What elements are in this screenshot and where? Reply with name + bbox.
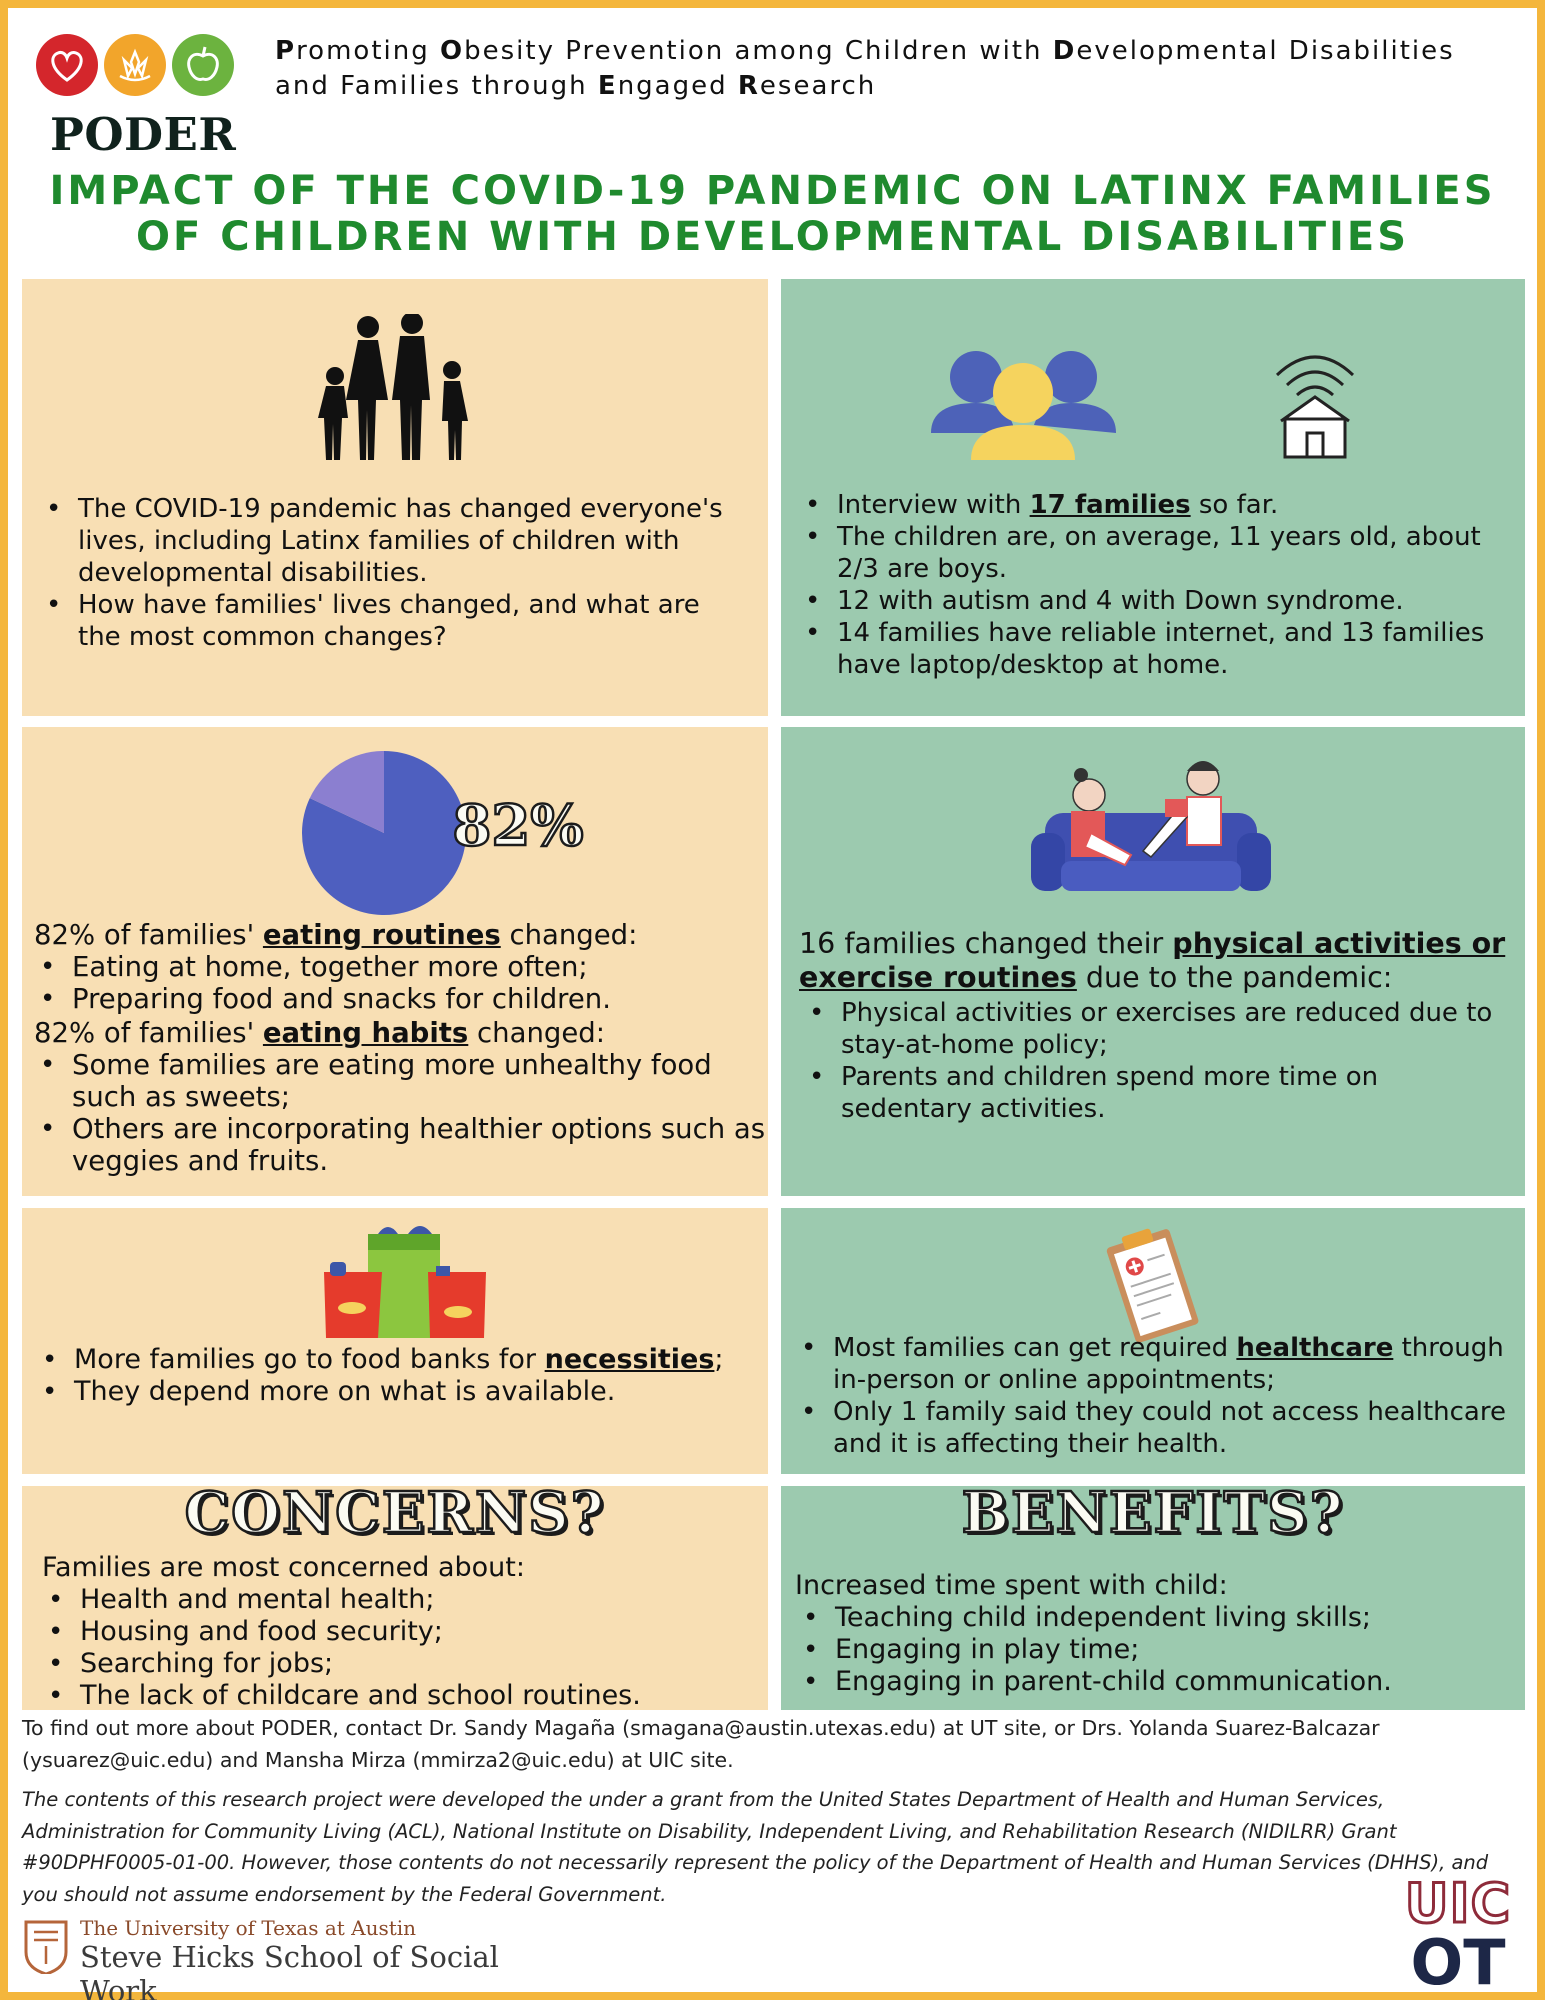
list-item: • The children are, on average, 11 years old, about 2/3 are boys.	[799, 521, 1511, 585]
healthcare-panel	[781, 1208, 1525, 1474]
concerns-intro: Families are most concerned about:	[42, 1552, 525, 1583]
ut-austin-logo	[24, 1916, 584, 2000]
tagline-line-2: and Families through Engaged Research	[275, 71, 877, 101]
healthcare-bullets	[795, 1332, 1515, 1460]
list-item: • Health and mental health;	[42, 1584, 762, 1616]
list-item: • Eating at home, together more often;	[34, 951, 764, 983]
activity-panel	[781, 727, 1525, 1196]
couch-reading-icon	[1031, 753, 1271, 913]
food-bank-panel	[22, 1208, 768, 1474]
ut-school-name: Steve Hicks School of Social Work	[80, 1940, 499, 2000]
concerns-heading: CONCERNS?	[184, 1480, 606, 1546]
family-silhouette-icon	[310, 314, 480, 464]
eating-routines-heading: 82% of families' eating routines changed:	[34, 919, 638, 951]
list-item: • Housing and food security;	[42, 1616, 762, 1648]
intro-bullets	[40, 493, 740, 653]
uic-wordmark: UIC	[1404, 1872, 1512, 1935]
food-bank-bullets	[36, 1344, 766, 1408]
list-item: • 12 with autism and 4 with Down syndrome.	[799, 585, 1511, 617]
grocery-bags-icon	[320, 1220, 490, 1342]
list-item: • Others are incorporating healthier options such as veggies and fruits.	[34, 1113, 769, 1177]
eating-habits-list	[34, 1049, 769, 1177]
list-item: • Some families are eating more unhealthy food such as sweets;	[34, 1049, 769, 1113]
benefits-intro: Increased time spent with child:	[795, 1570, 1228, 1601]
eating-habits-heading: 82% of families' eating habits changed:	[34, 1017, 605, 1049]
benefits-list	[797, 1602, 1517, 1698]
list-item: • More families go to food banks for necessities;	[36, 1344, 766, 1376]
lotus-icon	[104, 34, 166, 96]
pie-percentage-label: 82%	[452, 793, 584, 859]
list-item: • Preparing food and snacks for children.	[34, 983, 764, 1015]
list-item: • 14 families have reliable internet, and 13 families have laptop/desktop at home.	[799, 617, 1511, 681]
page-title: IMPACT OF THE COVID-19 PANDEMIC ON LATINX FAMILIES OF CHILDREN WITH DEVELOPMENTAL DISABILITIES	[49, 168, 1496, 260]
benefits-heading: BENEFITS?	[961, 1480, 1345, 1546]
list-item: • They depend more on what is available.	[36, 1376, 766, 1408]
activity-bullets	[803, 997, 1503, 1125]
pie-chart	[302, 741, 602, 921]
list-item: • Engaging in play time;	[797, 1634, 1517, 1666]
list-item: • How have families' lives changed, and what are the most common changes?	[40, 589, 740, 653]
heart-icon	[36, 34, 98, 96]
list-item: • Teaching child independent living skills;	[797, 1602, 1517, 1634]
concerns-list	[42, 1584, 762, 1712]
list-item: • Engaging in parent-child communication.	[797, 1666, 1517, 1698]
list-item: • Only 1 family said they could not access healthcare and it is affecting their health.	[795, 1396, 1515, 1460]
activity-heading: 16 families changed their physical activities or exercise routines due to the pandemic:	[799, 927, 1506, 994]
eating-panel	[22, 727, 768, 1196]
tagline	[275, 34, 1505, 104]
participants-panel	[781, 279, 1525, 716]
group-people-icon	[931, 345, 1116, 460]
logo-wordmark: PODER	[50, 108, 237, 161]
funding-disclaimer: The contents of this research project were developed the under a grant from the United States Department of Health and Human Services, Administration for Community Living (ACL), National Institute on Disability, Independent Living, and Rehabilitation Research (NIDILRR) Grant #90DPHF0005-01-00. However, those contents do not necessarily represent the policy of the Department of Health and Human Services (DHHS), and you should not assume endorsement by the Federal Government.	[22, 1788, 1489, 1906]
list-item: • Parents and children spend more time on sedentary activities.	[803, 1061, 1503, 1125]
participants-bullets	[799, 489, 1511, 681]
contact-info: To find out more about PODER, contact Dr. Sandy Magaña (smagana@austin.utexas.edu) at UT site, or Drs. Yolanda Suarez-Balcazar (ysuarez@uic.edu) and Mansha Mirza (mmirza2@uic.edu) at UIC site.	[22, 1716, 1380, 1772]
list-item: • The lack of childcare and school routines.	[42, 1680, 762, 1712]
wifi-house-icon	[1271, 345, 1359, 461]
intro-panel	[22, 279, 768, 716]
concerns-panel	[22, 1480, 768, 1711]
list-item: • Physical activities or exercises are reduced due to stay-at-home policy;	[803, 997, 1503, 1061]
uic-ot-logo	[1398, 1872, 1518, 1999]
list-item: • Interview with 17 families so far.	[799, 489, 1511, 521]
clipboard-medical-icon	[1097, 1222, 1207, 1346]
list-item: • Most families can get required healthcare through in-person or online appointments;	[795, 1332, 1515, 1396]
ut-university-name: The University of Texas at Austin	[80, 1916, 417, 1940]
list-item: • Searching for jobs;	[42, 1648, 762, 1680]
benefits-panel	[781, 1480, 1525, 1710]
ut-seal-icon	[24, 1918, 68, 1974]
list-item: • The COVID-19 pandemic has changed everyone's lives, including Latinx families of children with developmental disabilities.	[40, 493, 740, 589]
eating-routines-list	[34, 951, 764, 1015]
apple-icon	[172, 34, 234, 96]
tagline-line-1: Promoting Obesity Prevention among Children with Developmental Disabilities	[275, 36, 1455, 66]
poder-logo	[36, 30, 236, 160]
ot-wordmark: OT	[1410, 1926, 1506, 1999]
